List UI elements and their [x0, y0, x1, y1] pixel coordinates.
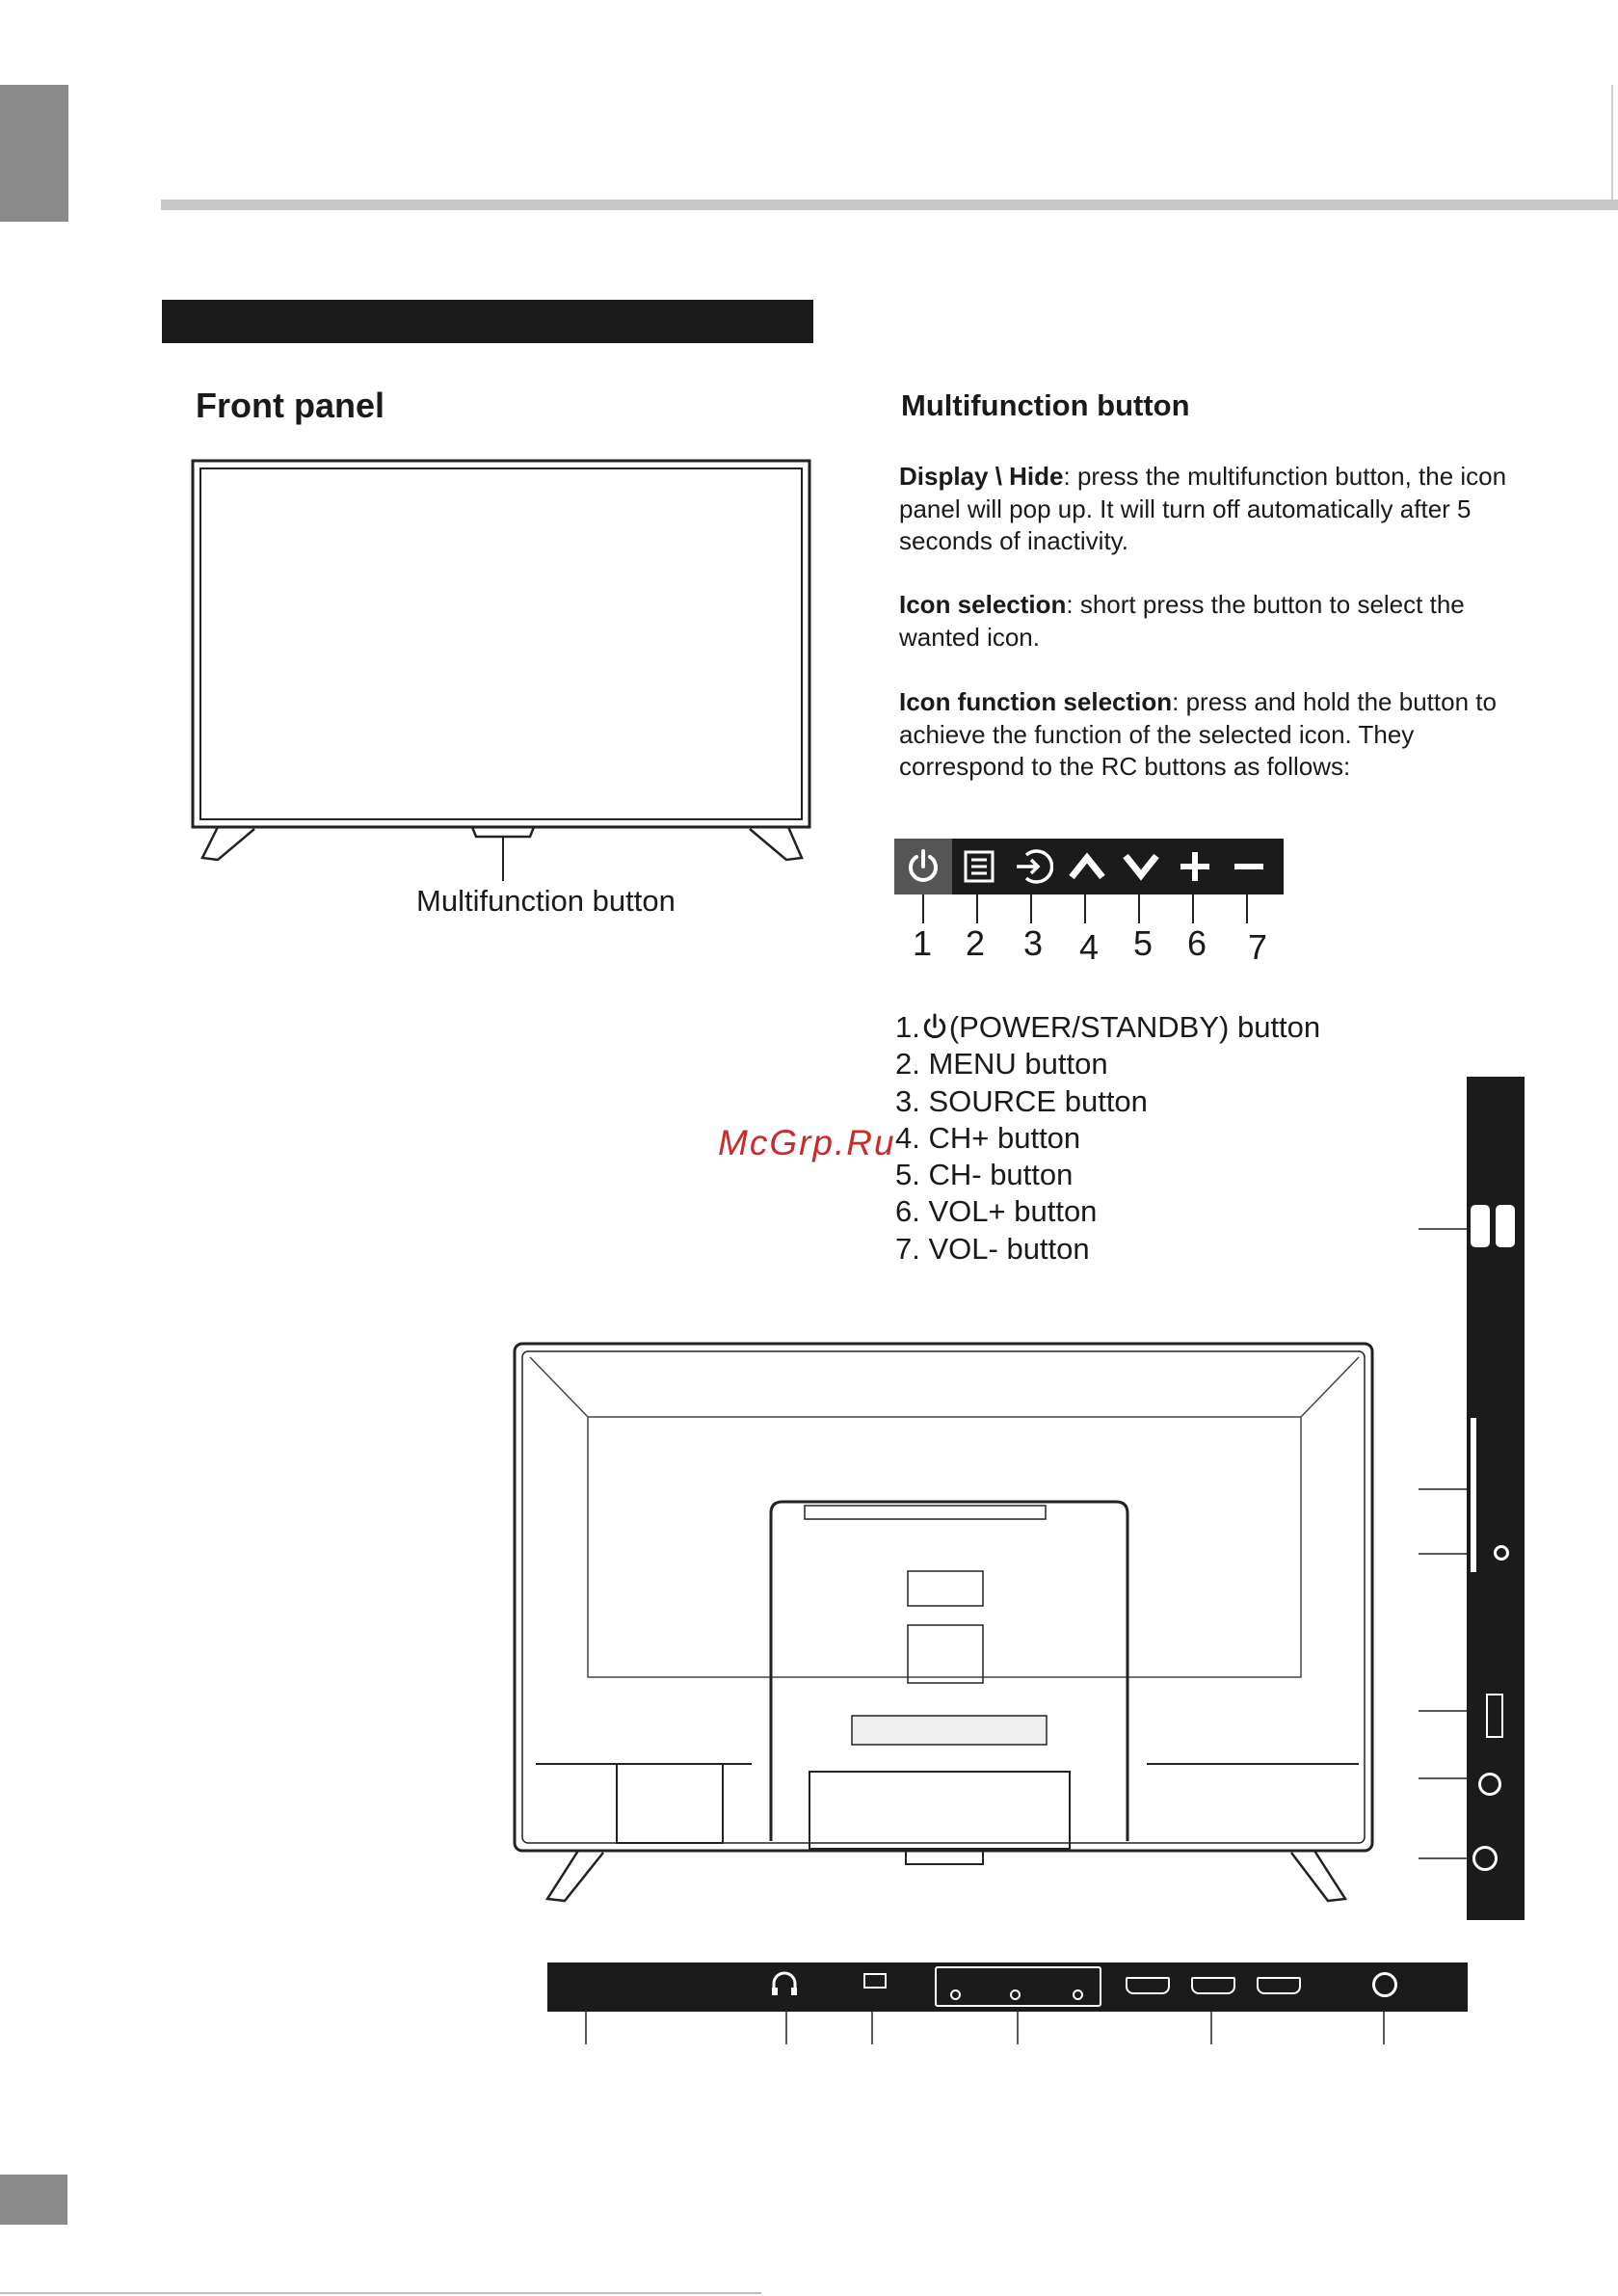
coaxial-port-icon [1372, 1972, 1397, 1997]
paragraph-display-hide: Display \ Hide: press the multifunction button, the icon panel will pop up. It will turn off automatically after 5 seconds of inactivity. [899, 462, 1507, 555]
button-list [895, 1009, 1320, 1268]
front-panel-heading: Front panel [196, 386, 385, 425]
vga-port-icon [1486, 1694, 1503, 1738]
hdmi-port-icon [1257, 1977, 1301, 1994]
power-icon [920, 1012, 949, 1041]
list-item: 6. VOL+ button [895, 1194, 1098, 1229]
front-panel-tv-drawing [189, 457, 825, 881]
icon-panel-strip [894, 839, 1284, 894]
page-side-tab-bottom [0, 2175, 67, 2225]
rca-jack-icon [1010, 1989, 1021, 2000]
bottom-connector-panel [547, 1962, 1468, 2012]
list-item: 1. (POWER/STANDBY) button [895, 1010, 1321, 1044]
page-side-tab [0, 85, 68, 222]
list-item: 2. MENU button [895, 1047, 1108, 1081]
chevron-up-icon [1060, 839, 1114, 894]
section-title-bar [162, 300, 813, 343]
chevron-down-icon [1114, 839, 1168, 894]
source-icon [1006, 839, 1060, 894]
icon-number: 7 [1248, 927, 1268, 967]
headphone-icon [769, 1968, 800, 1997]
audio-jack-icon [1494, 1545, 1509, 1561]
av-jack-icon [1478, 1773, 1501, 1796]
antenna-jack-icon [1472, 1846, 1498, 1871]
watermark: McGrp.Ru [718, 1123, 896, 1162]
rca-jack-icon [1073, 1989, 1083, 2000]
header-rule [161, 200, 1618, 210]
icon-number: 6 [1187, 923, 1207, 963]
right-edge-rule [1611, 85, 1613, 204]
icon-number-leaders [894, 894, 1284, 927]
icon-number: 1 [913, 923, 933, 963]
paragraph-icon-function: Icon function selection: press and hold the button to achieve the function of the selected icon. They correspond to the RC buttons as follows: [899, 687, 1497, 781]
list-item: 4. CH+ button [895, 1120, 1081, 1155]
list-item: 7. VOL- button [895, 1231, 1090, 1266]
component-input-group [935, 1966, 1101, 2007]
ci-slot-icon [1471, 1418, 1476, 1572]
side-port-leaders [1417, 1205, 1469, 1880]
list-item: 3. SOURCE button [895, 1083, 1148, 1118]
icon-number: 3 [1023, 923, 1044, 963]
multifunction-heading: Multifunction button [901, 388, 1190, 422]
plus-icon [1168, 839, 1222, 894]
icon-number: 5 [1133, 923, 1154, 963]
side-connector-panel [1467, 1077, 1525, 1920]
hdmi-port-icon [1191, 1977, 1235, 1994]
hdmi-port-icon [1126, 1977, 1170, 1994]
bottom-port-leaders [540, 2012, 1407, 2046]
usb-port-icon [1471, 1205, 1490, 1247]
rear-panel-tv-drawing [511, 1340, 1378, 1909]
paragraph-icon-selection: Icon selection: short press the button to select the wanted icon. [899, 590, 1465, 652]
rca-jack-icon [950, 1989, 961, 2000]
multifunction-button-callout: Multifunction button [416, 884, 676, 918]
minus-icon [1222, 839, 1276, 894]
list-item: 5. CH- button [895, 1158, 1074, 1192]
footer-rule [0, 2292, 761, 2294]
menu-icon [952, 839, 1006, 894]
optical-port-icon [863, 1973, 887, 1989]
power-icon [894, 839, 952, 894]
usb-port-icon [1496, 1205, 1515, 1247]
icon-number: 4 [1079, 927, 1100, 967]
icon-number: 2 [966, 923, 986, 963]
